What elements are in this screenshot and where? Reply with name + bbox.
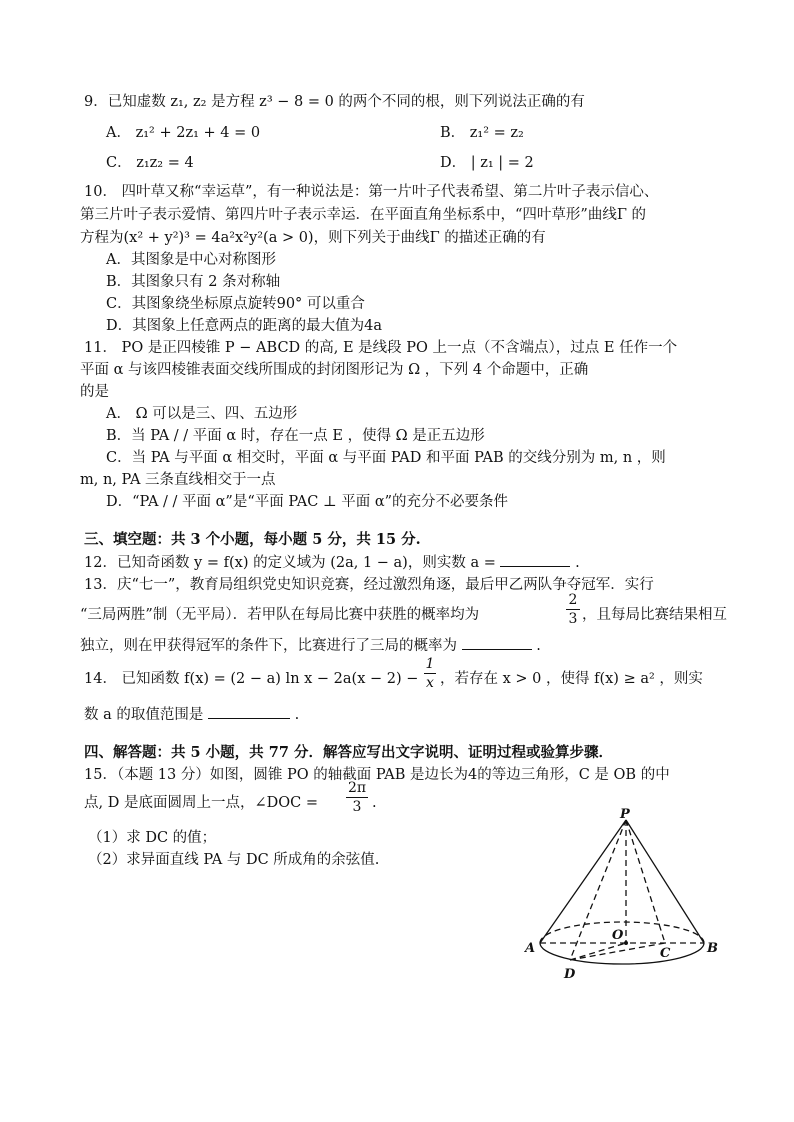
label-a: A xyxy=(525,941,536,956)
label-d: D xyxy=(564,967,576,982)
q12 xyxy=(84,552,580,573)
label-b: B xyxy=(707,941,718,956)
q13-answer-blank[interactable] xyxy=(462,635,532,650)
q11-line2: 平面 α 与该四棱锥表面交线所围成的封闭图形记为 Ω ，下列 4 个命题中，正确 xyxy=(80,362,589,378)
q15-fraction-denominator: 3 xyxy=(352,799,362,815)
q15-line2a: 点, D 是底面圆周上一点，∠DOC = xyxy=(84,795,318,811)
q11-option-a: A． Ω 可以是三、四、五边形 xyxy=(106,406,298,422)
q12-end: . xyxy=(575,555,580,571)
base-front-arc xyxy=(540,943,704,964)
q9-option-c: C． z₁z₂ = 4 xyxy=(106,155,194,171)
q10-option-a: A．其图象是中心对称图形 xyxy=(106,252,276,268)
fraction-bar xyxy=(346,797,368,798)
q13-fraction-numerator: 2 xyxy=(568,592,578,608)
q13-end: . xyxy=(536,638,541,654)
q15-subquestion-1: （1）求 DC 的值； xyxy=(88,830,217,846)
q13-fraction xyxy=(566,592,580,627)
q11-option-c-line2: m, n, PA 三条直线相交于一点 xyxy=(80,472,276,488)
q10-option-b: B．其图象只有 2 条对称轴 xyxy=(106,274,281,290)
q15-subquestion-2: （2）求异面直线 PA 与 DC 所成角的余弦值. xyxy=(88,852,380,868)
q14-line1b: ，若存在 x > 0 ，使得 f(x) ≥ a² ，则实 xyxy=(440,671,703,687)
q14-fraction xyxy=(424,656,436,691)
q10-option-c: C．其图象绕坐标原点旋转90° 可以重合 xyxy=(106,296,365,312)
q14-line2-text: 数 a 的取值范围是 xyxy=(84,707,204,723)
q9-option-b: B． z₁² = z₂ xyxy=(440,125,524,141)
segment-dc xyxy=(570,943,665,960)
q15-fraction-numerator: 2π xyxy=(347,780,367,796)
q14-answer-blank[interactable] xyxy=(208,704,290,719)
label-p: P xyxy=(620,807,630,822)
cone-figure xyxy=(520,800,720,990)
q9-option-a: A． z₁² + 2z₁ + 4 = 0 xyxy=(106,125,261,141)
q11-option-d: D．“PA / / 平面 α”是“平面 PAC ⊥ 平面 α”的充分不必要条件 xyxy=(106,494,509,510)
q13-line3 xyxy=(80,635,541,656)
q12-answer-blank[interactable] xyxy=(500,552,570,567)
q11-option-b: B．当 PA / / 平面 α 时，存在一点 E ，使得 Ω 是正五边形 xyxy=(106,428,485,444)
label-o: O xyxy=(612,928,624,943)
q14-line1a: 14． 已知函数 f(x) = (2 − a) ln x − 2a(x − 2) − xyxy=(84,671,419,687)
q11-option-c-line1: C．当 PA 与平面 α 相交时，平面 α 与平面 PAD 和平面 PAB 的交线分别为 m, n ，则 xyxy=(106,450,666,466)
q11-line3: 的是 xyxy=(80,384,109,400)
q10-line1: 10． 四叶草又称“幸运草”，有一种说法是：第一片叶子代表希望、第二片叶子表示信心、 xyxy=(84,184,659,200)
q13-line1: 13．庆“七一”，教育局组织党史知识竞赛，经过激烈角逐，最后甲乙两队争夺冠军．实行 xyxy=(84,577,654,593)
q15-fraction xyxy=(346,780,368,815)
q10-line2: 第三片叶子表示爱情、第四片叶子表示幸运．在平面直角坐标系中，“四叶草形”曲线Γ 的 xyxy=(80,207,646,223)
q12-text: 12．已知奇函数 y = f(x) 的定义域为 (2a, 1 − a)，则实数 a = xyxy=(84,555,496,571)
q15-line1: 15．（本题 13 分）如图，圆锥 PO 的轴截面 PAB 是边长为4的等边三角形，C 是 OB 的中 xyxy=(84,767,670,783)
q14-fraction-numerator: 1 xyxy=(425,656,435,672)
q14-fraction-denominator: x xyxy=(426,675,434,691)
q10-line3: 方程为(x² + y²)³ = 4a²x²y²(a > 0)，则下列关于曲线Γ 的描述正确的有 xyxy=(80,230,546,246)
section-fill-in-heading: 三、填空题：共 3 个小题，每小题 5 分，共 15 分. xyxy=(84,531,421,548)
q15-line2-end: . xyxy=(372,795,377,811)
cone-edge-pa xyxy=(540,820,626,943)
q9-option-d: D． | z₁ | = 2 xyxy=(440,155,534,171)
q14-line2 xyxy=(84,704,299,725)
q13-line2a: “三局两胜”制（无平局）．若甲队在每局比赛中获胜的概率均为 xyxy=(80,607,480,623)
segment-do xyxy=(570,943,626,960)
fraction-bar xyxy=(424,673,436,674)
center-point xyxy=(624,941,628,945)
q10-option-d: D．其图象上任意两点的距离的最大值为4a xyxy=(106,318,382,334)
q13-line2b: ，且每局比赛结果相互 xyxy=(582,607,727,623)
q9-stem: 9．已知虚数 z₁, z₂ 是方程 z³ − 8 = 0 的两个不同的根，则下列说法正确的有 xyxy=(84,94,585,110)
section-solution-heading: 四、解答题：共 5 小题，共 77 分．解答应写出文字说明、证明过程或验算步骤． xyxy=(84,744,613,761)
q13-fraction-denominator: 3 xyxy=(568,611,578,627)
q13-line3-text: 独立，则在甲获得冠军的条件下，比赛进行了三局的概率为 xyxy=(80,638,457,654)
q14-end: . xyxy=(294,707,300,723)
fraction-bar xyxy=(566,609,580,610)
q11-line1: 11． PO 是正四棱锥 P − ABCD 的高, E 是线段 PO 上一点（不含端点），过点 E 任作一个 xyxy=(84,340,678,356)
label-c: C xyxy=(660,946,671,961)
